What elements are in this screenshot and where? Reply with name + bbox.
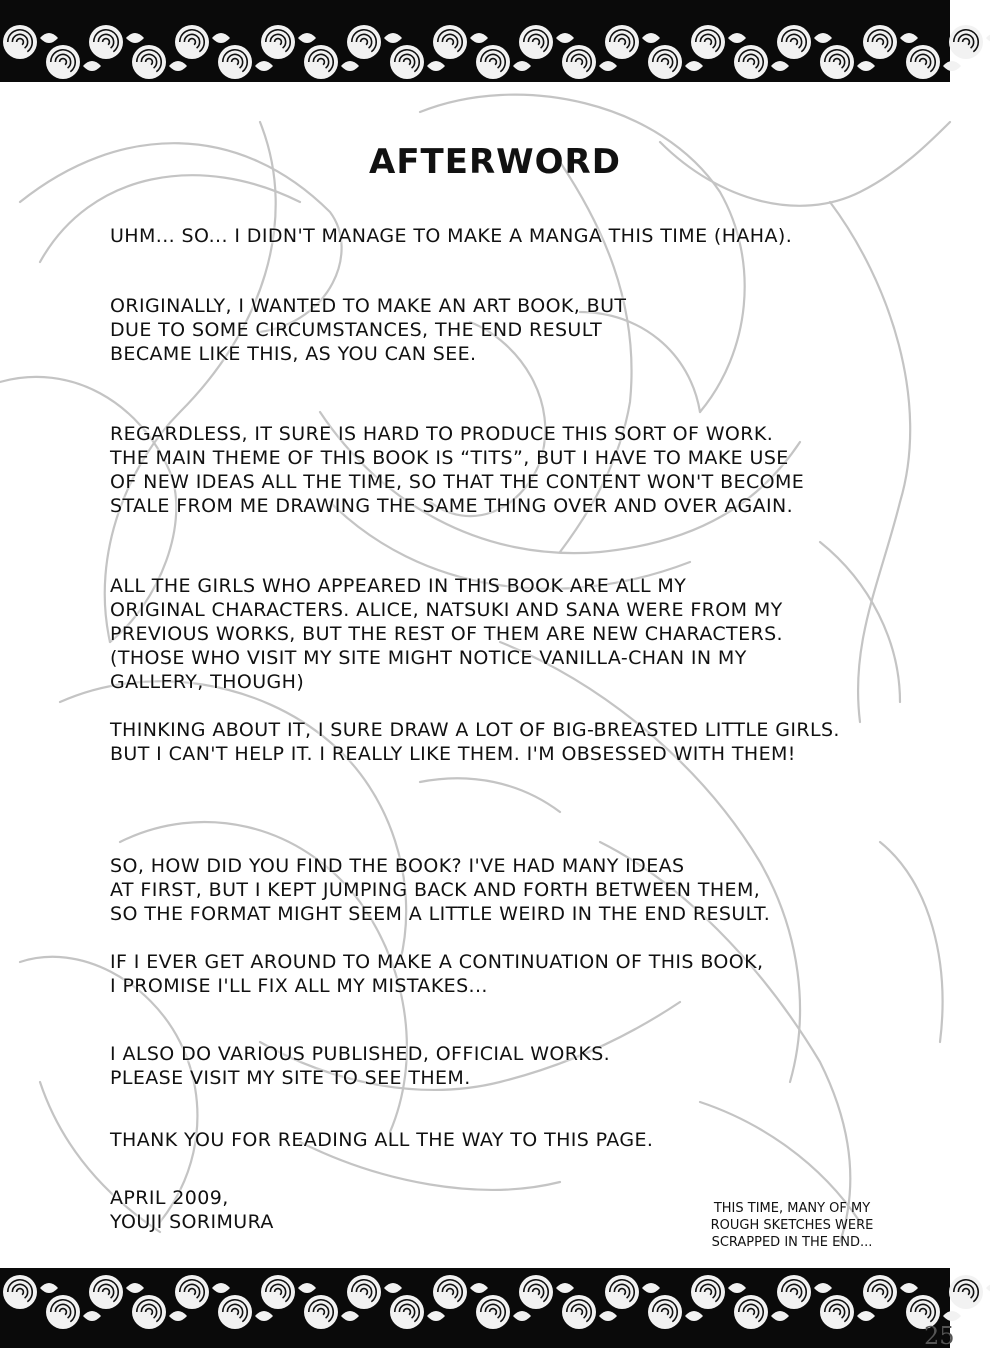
leaf-icon (771, 61, 789, 71)
rose-icon (648, 1295, 682, 1329)
side-note: THIS TIME, MANY OF MY ROUGH SKETCHES WERE SCRAPPED IN THE END... (710, 1201, 874, 1250)
rose-icon (89, 25, 123, 59)
leaf-icon (642, 1283, 660, 1293)
rose-icon (175, 1275, 209, 1309)
rose-icon (261, 25, 295, 59)
leaf-icon (298, 33, 316, 43)
paragraph-art-book: ORIGINALLY, I WANTED TO MAKE AN ART BOOK, BUT DUE TO SOME CIRCUMSTANCES, THE END RESULT BECAME LIKE THIS, AS YOU CAN SEE. (110, 295, 627, 365)
page-title: AFTERWORD (369, 142, 621, 182)
leaf-icon (212, 1283, 230, 1293)
rose-icon (304, 1295, 338, 1329)
signature-date-author: APRIL 2009, YOUJI SORIMURA (110, 1187, 274, 1233)
leaf-icon (341, 61, 359, 71)
leaf-icon (728, 1283, 746, 1293)
rose-border-top-icon (0, 0, 950, 82)
leaf-icon (556, 33, 574, 43)
rose-icon (132, 45, 166, 79)
rose-icon (949, 1275, 983, 1309)
rose-icon (949, 25, 983, 59)
paragraph-format: SO, HOW DID YOU FIND THE BOOK? I'VE HAD MANY IDEAS AT FIRST, BUT I KEPT JUMPING BACK AND FORTH BETWEEN THEM, SO THE FORMAT MIGHT SEEM A LITTLE WEIRD IN THE END RESULT. (110, 855, 771, 925)
paragraph-characters: ALL THE GIRLS WHO APPEARED IN THIS BOOK ARE ALL MY ORIGINAL CHARACTERS. ALICE, NATSUKI AND SANA WERE FROM MY PREVIOUS WORKS, BUT THE REST OF THEM ARE NEW CHARACTERS. (THOSE WHO VISIT MY SITE MIGHT NOTICE VANILLA-CHAN IN MY GALLERY, THOUGH) (110, 575, 783, 693)
paragraph-obsession: THINKING ABOUT IT, I SURE DRAW A LOT OF BIG-BREASTED LITTLE GIRLS. BUT I CAN'T HELP IT. I REALLY LIKE THEM. I'M OBSESSED WITH THEM! (110, 719, 840, 765)
rose-icon (562, 45, 596, 79)
rose-icon (433, 25, 467, 59)
leaf-icon (599, 61, 617, 71)
leaf-icon (470, 33, 488, 43)
leaf-icon (857, 61, 875, 71)
rose-icon (519, 25, 553, 59)
rose-icon (519, 1275, 553, 1309)
bottom-rose-border (0, 1268, 950, 1348)
rose-icon (347, 1275, 381, 1309)
rose-border-bottom-icon (0, 1268, 950, 1348)
leaf-icon (599, 1311, 617, 1321)
leaf-icon (40, 1283, 58, 1293)
rose-icon (605, 25, 639, 59)
rose-icon (261, 1275, 295, 1309)
rose-icon (433, 1275, 467, 1309)
rose-icon (863, 1275, 897, 1309)
rose-icon (46, 45, 80, 79)
leaf-icon (427, 61, 445, 71)
leaf-icon (513, 61, 531, 71)
rose-icon (777, 1275, 811, 1309)
leaf-icon (298, 1283, 316, 1293)
rose-icon (304, 45, 338, 79)
page-number: 25 (924, 1322, 955, 1350)
leaf-icon (126, 1283, 144, 1293)
rose-icon (390, 1295, 424, 1329)
leaf-icon (642, 33, 660, 43)
rose-icon (734, 1295, 768, 1329)
paragraph-theme: REGARDLESS, IT SURE IS HARD TO PRODUCE THIS SORT OF WORK. THE MAIN THEME OF THIS BOOK IS “TITS”, BUT I HAVE TO MAKE USE OF NEW IDEAS ALL THE TIME, SO THAT THE CONTENT WON'T BECOME STALE FROM ME DRAWING THE SAME THING OVER AND OVER AGAIN. (110, 423, 805, 517)
top-rose-border (0, 0, 950, 82)
rose-icon (863, 25, 897, 59)
rose-icon (906, 45, 940, 79)
leaf-icon (470, 1283, 488, 1293)
rose-icon (476, 1295, 510, 1329)
rose-icon (820, 1295, 854, 1329)
afterword-body (110, 224, 870, 1258)
rose-icon (562, 1295, 596, 1329)
rose-icon (777, 25, 811, 59)
rose-icon (132, 1295, 166, 1329)
rose-icon (89, 1275, 123, 1309)
rose-icon (218, 1295, 252, 1329)
leaf-icon (685, 1311, 703, 1321)
rose-icon (3, 1275, 37, 1309)
rose-icon (734, 45, 768, 79)
leaf-icon (986, 1283, 990, 1293)
rose-icon (218, 45, 252, 79)
paragraph-intro: UHM... SO... I DIDN'T MANAGE TO MAKE A MANGA THIS TIME (HAHA). (110, 225, 793, 247)
rose-icon (691, 25, 725, 59)
rose-icon (46, 1295, 80, 1329)
rose-icon (691, 1275, 725, 1309)
leaf-icon (341, 1311, 359, 1321)
rose-icon (820, 45, 854, 79)
leaf-icon (255, 61, 273, 71)
leaf-icon (900, 1283, 918, 1293)
leaf-icon (83, 1311, 101, 1321)
leaf-icon (40, 33, 58, 43)
leaf-icon (255, 1311, 273, 1321)
leaf-icon (83, 61, 101, 71)
leaf-icon (126, 33, 144, 43)
leaf-icon (427, 1311, 445, 1321)
leaf-icon (771, 1311, 789, 1321)
leaf-icon (814, 1283, 832, 1293)
rose-icon (390, 45, 424, 79)
leaf-icon (169, 61, 187, 71)
rose-icon (347, 25, 381, 59)
rose-icon (476, 45, 510, 79)
leaf-icon (900, 33, 918, 43)
leaf-icon (857, 1311, 875, 1321)
leaf-icon (384, 1283, 402, 1293)
leaf-icon (943, 61, 961, 71)
leaf-icon (814, 33, 832, 43)
rose-icon (3, 25, 37, 59)
leaf-icon (169, 1311, 187, 1321)
rose-icon (605, 1275, 639, 1309)
rose-icon (175, 25, 209, 59)
paragraph-published-works: I ALSO DO VARIOUS PUBLISHED, OFFICIAL WORKS. PLEASE VISIT MY SITE TO SEE THEM. (110, 1043, 611, 1089)
leaf-icon (556, 1283, 574, 1293)
paragraph-continuation: IF I EVER GET AROUND TO MAKE A CONTINUATION OF THIS BOOK, I PROMISE I'LL FIX ALL MY MISTAKES... (110, 951, 764, 997)
paragraph-thanks: THANK YOU FOR READING ALL THE WAY TO THIS PAGE. (110, 1129, 654, 1151)
leaf-icon (384, 33, 402, 43)
rose-icon (648, 45, 682, 79)
leaf-icon (685, 61, 703, 71)
leaf-icon (513, 1311, 531, 1321)
leaf-icon (943, 1311, 961, 1321)
leaf-icon (728, 33, 746, 43)
leaf-icon (986, 33, 990, 43)
leaf-icon (212, 33, 230, 43)
